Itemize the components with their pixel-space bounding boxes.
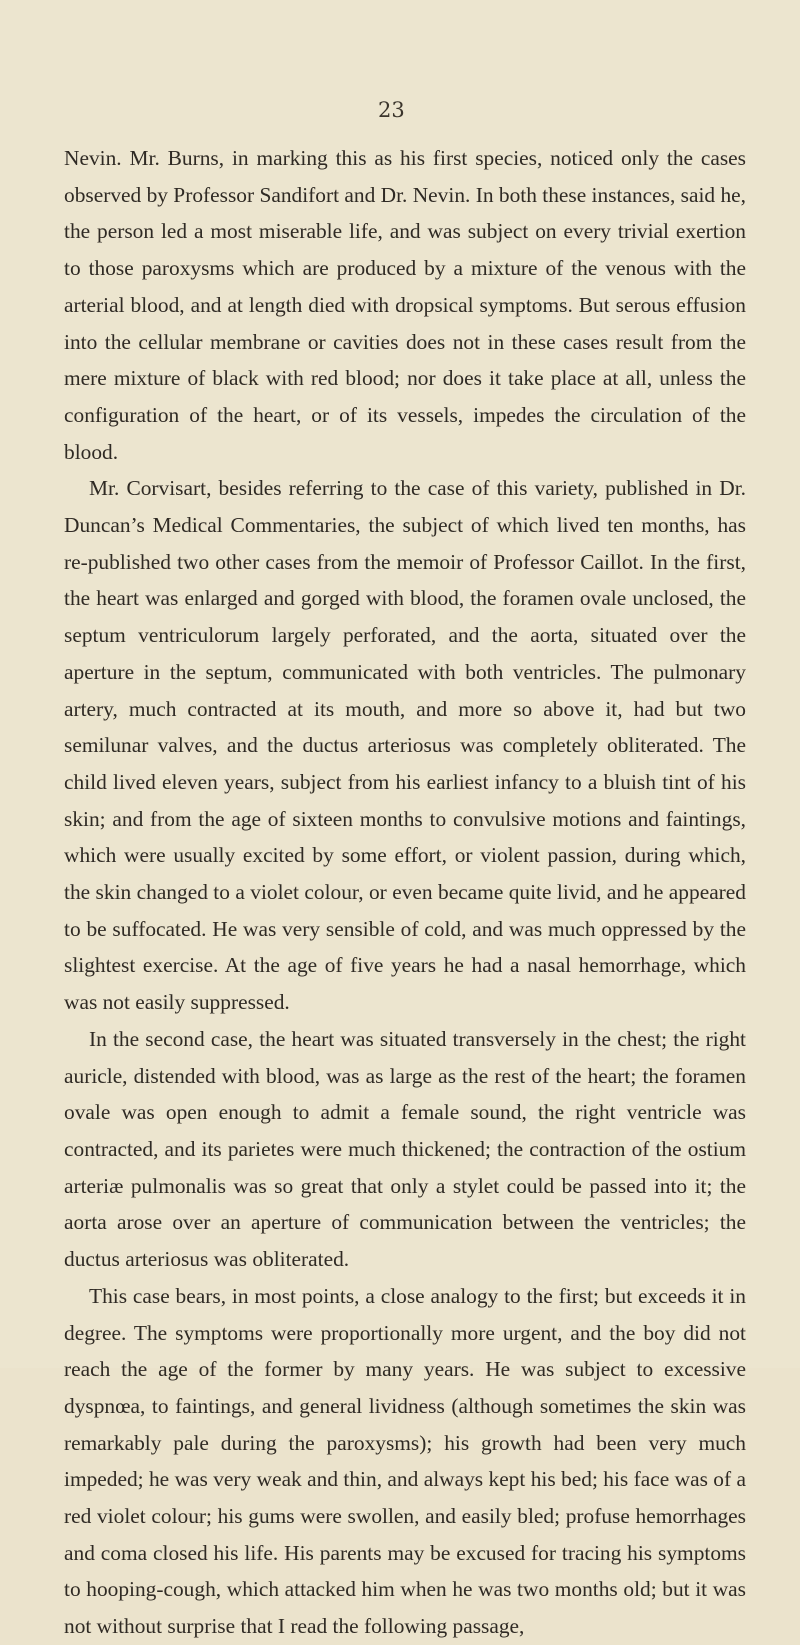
paragraph-1: Nevin. Mr. Burns, in marking this as his first species, noticed only the cases observed by Professor Sandifort and Dr. Nevin. In both these instances, said he, the person led a most miserable life, and was subject on every trivial exertion to those paroxysms which are produced by a mixture of the venous with the arterial blood, and at length died with dropsical symptoms. But serous effusion into the cellular membrane or cavities does not in these cases result from the mere mixture of black with red blood; nor does it take place at all, unless the configuration of the heart, or of its vessels, impedes the circulation of the blood. [64, 146, 746, 464]
body-text [64, 140, 746, 1645]
paragraph-3: In the second case, the heart was situated transversely in the chest; the right auricle, distended with blood, was as large as the rest of the heart; the foramen ovale was open enough to admit a female sound, the right ventricle was contracted, and its parietes were much thickened; the contraction of the ostium arteriæ pulmonalis was so great that only a stylet could be passed into it; the aorta arose over an aperture of communication between the ventricles; the ductus arteriosus was obliterated. [64, 1026, 746, 1272]
paragraph-4: This case bears, in most points, a close analogy to the first; but exceeds it in degree. The symptoms were proportionally more urgent, and the boy did not reach the age of the former by many years. He was subject to excessive dyspnœa, to faintings, and general lividness (although sometimes the skin was remarkably pale during the paroxysms); his growth had been very much impeded; he was very weak and thin, and always kept his bed; his face was of a red violet colour; his gums were swollen, and easily bled; profuse hemorrhages and coma closed his life. His parents may be excused for tracing his symptoms to hooping-cough, which attacked him when he was two months old; but it was not without surprise that I read the following passage, [64, 1283, 746, 1639]
page-number: 23 [378, 98, 405, 122]
paragraph-2: Mr. Corvisart, besides referring to the case of this variety, published in Dr. Duncan’s Medical Commentaries, the subject of which lived ten months, has re-published two other cases from the memoir of Professor Caillot. In the first, the heart was enlarged and gorged with blood, the foramen ovale unclosed, the septum ventriculorum largely perforated, and the aorta, situated over the aperture in the septum, communicated with both ventricles. The pulmonary artery, much contracted at its mouth, and more so above it, had but two semilunar valves, and the ductus arteriosus was completely obliterated. The child lived eleven years, subject from his earliest infancy to a bluish tint of his skin; and from the age of sixteen months to convulsive motions and faintings, which were usually excited by some effort, or violent passion, during which, the skin changed to a violet colour, or even became quite livid, and he appeared to be suffocated. He was very sensible of cold, and was much oppressed by the slightest exercise. At the age of five years he had a nasal hemorrhage, which was not easily suppressed. [64, 476, 746, 1015]
